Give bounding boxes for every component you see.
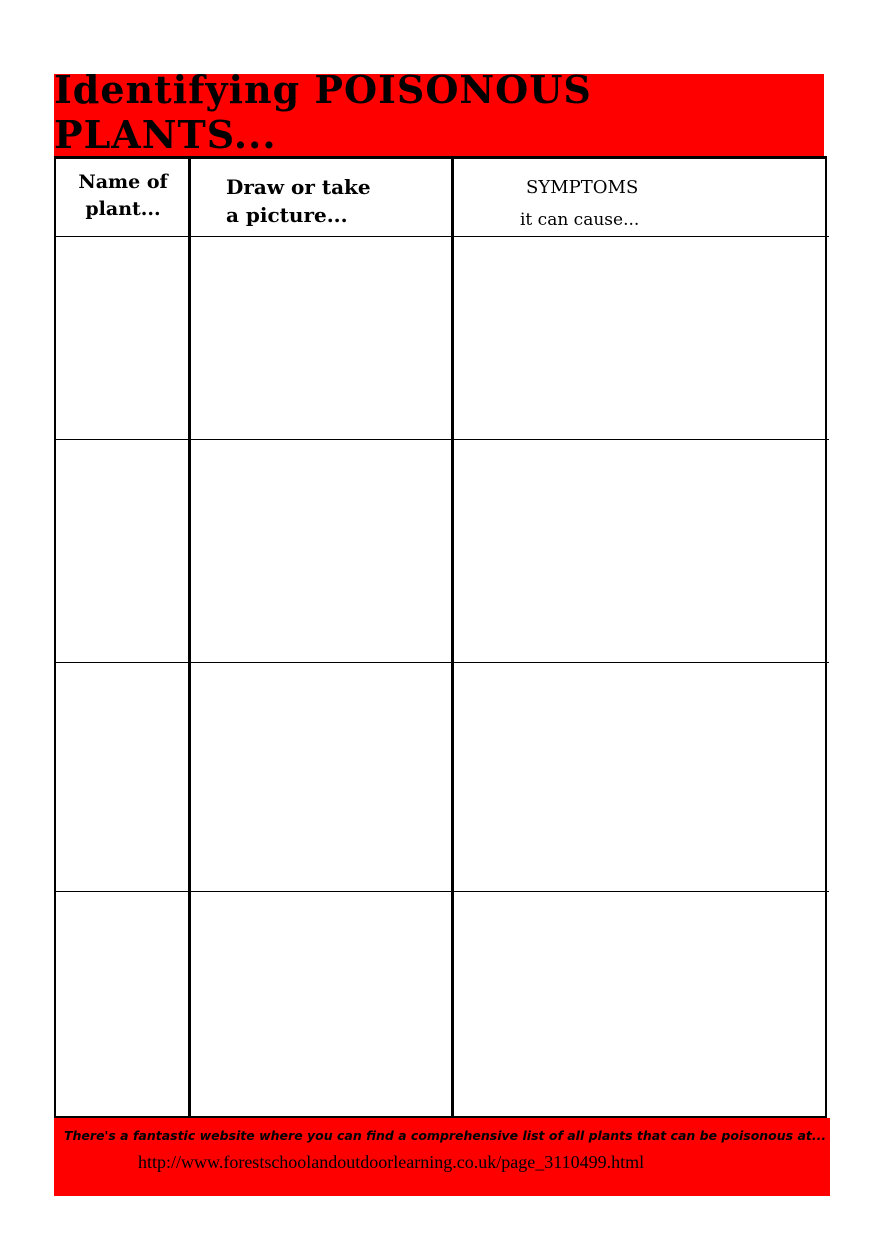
column-header-name-line2: plant... <box>85 197 161 220</box>
footer-banner <box>54 1118 830 1196</box>
column-header-symptoms-sub: it can cause... <box>520 210 640 230</box>
header-row-divider <box>54 236 829 237</box>
row-divider-3 <box>54 891 829 892</box>
title-banner <box>54 67 824 157</box>
footer-note: There's a fantastic website where you can find a comprehensive list of all plants that can be poisonous at... <box>64 1128 827 1143</box>
column-divider-1 <box>188 159 191 1124</box>
column-divider-2 <box>451 159 454 1116</box>
row-divider-2 <box>54 662 829 663</box>
row-divider-1 <box>54 439 829 440</box>
column-header-name <box>68 169 178 222</box>
worksheet-table <box>54 156 827 1118</box>
footer-url-link[interactable]: http://www.forestschoolandoutdoorlearning.co.uk/page_3110499.html <box>138 1152 645 1172</box>
column-header-draw-line1: Draw or take <box>226 175 371 199</box>
column-header-draw-line2: a picture... <box>226 203 348 227</box>
column-header-draw <box>226 173 426 229</box>
column-header-symptoms: SYMPTOMS <box>526 177 639 198</box>
column-header-name-line1: Name of <box>78 171 168 193</box>
worksheet-title: Identifying POISONOUS PLANTS... <box>54 67 592 157</box>
